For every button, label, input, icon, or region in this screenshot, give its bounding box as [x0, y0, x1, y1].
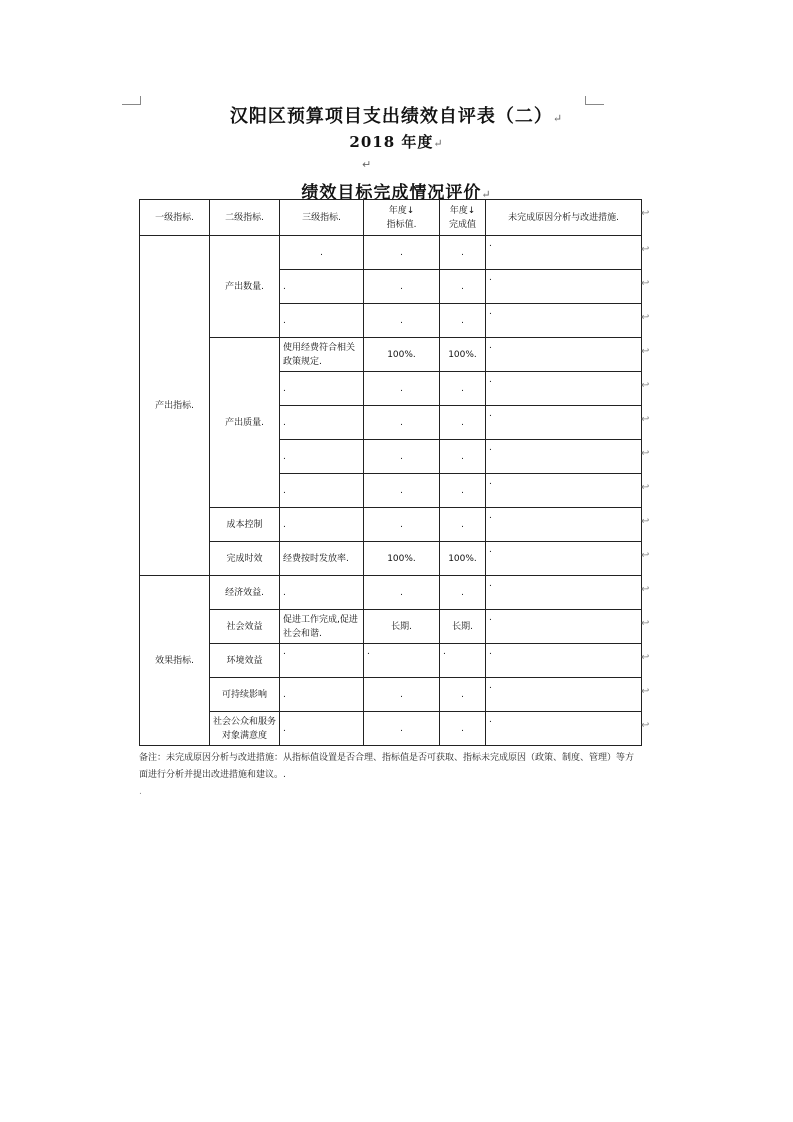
table-row	[140, 712, 642, 746]
table-row	[140, 678, 642, 712]
page-subtitle	[0, 131, 793, 152]
level3-cell: .	[280, 678, 364, 712]
level3-cell: .	[280, 270, 364, 304]
row-end-mark-icon: ↩	[641, 379, 650, 391]
level3-cell: 经费按时发放率.	[280, 542, 364, 576]
row-end-mark-icon: ↩	[641, 207, 650, 219]
end-paragraph-mark: .	[139, 787, 142, 797]
actual-cell: .	[440, 236, 486, 270]
sub-timeliness: 完成时效	[210, 542, 280, 576]
header-actual-text	[449, 206, 476, 230]
row-end-mark-icon: ↩	[641, 617, 650, 629]
row-end-mark-icon: ↩	[641, 481, 650, 493]
table-header-row	[140, 200, 642, 236]
header-actual-text-line: 完成值	[448, 219, 476, 230]
target-cell: 100%.	[364, 542, 440, 576]
actual-cell: .	[440, 576, 486, 610]
level3-cell: .	[280, 474, 364, 508]
target-cell: .	[364, 236, 440, 270]
header-target-text-line: 年度↓	[388, 205, 415, 216]
row-end-mark-icon: ↩	[641, 345, 650, 357]
row-end-mark-icon: ↩	[641, 719, 650, 731]
table-row	[140, 508, 642, 542]
level3-cell: .	[280, 406, 364, 440]
reason-cell: .	[486, 508, 642, 542]
table-row	[140, 576, 642, 610]
header-reason: 未完成原因分析与改进措施.	[486, 200, 642, 236]
reason-cell: .	[486, 610, 642, 644]
page-subtitle-text: 2018 年度	[349, 133, 434, 151]
actual-cell: 100%.	[440, 338, 486, 372]
actual-cell: .	[440, 712, 486, 746]
reason-cell: .	[486, 474, 642, 508]
actual-cell: .	[440, 304, 486, 338]
reason-cell: .	[486, 542, 642, 576]
level3-cell: 使用经费符合相关政策规定.	[280, 338, 364, 372]
sub-sustainable: 可持续影响	[210, 678, 280, 712]
header-level1: 一级指标.	[140, 200, 210, 236]
target-cell: .	[364, 372, 440, 406]
target-cell: .	[364, 304, 440, 338]
reason-cell: .	[486, 304, 642, 338]
sub-economic: 经济效益.	[210, 576, 280, 610]
table-row	[140, 338, 642, 372]
target-cell: .	[364, 576, 440, 610]
reason-cell: .	[486, 270, 642, 304]
level3-cell: .	[280, 372, 364, 406]
header-target	[364, 200, 440, 236]
sub-cost: 成本控制	[210, 508, 280, 542]
reason-cell: .	[486, 712, 642, 746]
sub-environment: 环境效益	[210, 644, 280, 678]
table-row	[140, 644, 642, 678]
target-cell: 100%.	[364, 338, 440, 372]
row-end-mark-icon: ↩	[641, 311, 650, 323]
row-end-mark-icon: ↩	[641, 243, 650, 255]
sub-satisfaction: 社会公众和服务对象满意度	[210, 712, 280, 746]
actual-cell: .	[440, 508, 486, 542]
actual-cell: .	[440, 678, 486, 712]
row-end-mark-icon: ↩	[641, 549, 650, 561]
row-end-mark-icon: ↩	[641, 447, 650, 459]
footnote: 备注：未完成原因分析与改进措施：从指标值设置是否合理、指标值是否可获取、指标未完成原因（政策、制度、管理）等方面进行分析并提出改进措施和建议。.	[139, 753, 635, 780]
actual-cell: 长期.	[440, 610, 486, 644]
reason-cell: .	[486, 236, 642, 270]
header-actual-text-line: 年度↓	[449, 205, 476, 216]
reason-cell: .	[486, 678, 642, 712]
paragraph-mark-icon: ↵	[481, 188, 492, 201]
actual-cell: .	[440, 474, 486, 508]
level3-cell: .	[280, 440, 364, 474]
row-end-mark-icon: ↩	[641, 277, 650, 289]
target-cell: .	[364, 712, 440, 746]
reason-cell: .	[486, 372, 642, 406]
paragraph-mark-icon: ↵	[362, 158, 372, 171]
target-cell: .	[364, 508, 440, 542]
reason-cell: .	[486, 644, 642, 678]
target-cell: .	[364, 644, 440, 678]
group-effect: 效果指标.	[140, 576, 210, 746]
actual-cell: 100%.	[440, 542, 486, 576]
header-level3: 三级指标.	[280, 200, 364, 236]
row-end-mark-icon: ↩	[641, 583, 650, 595]
header-target-text-line: 指标值.	[386, 219, 417, 230]
page-title-text: 汉阳区预算项目支出绩效自评表（二）	[229, 106, 553, 127]
level3-cell: .	[280, 304, 364, 338]
row-end-mark-icon: ↩	[641, 515, 650, 527]
level3-cell: .	[280, 644, 364, 678]
sub-social: 社会效益	[210, 610, 280, 644]
actual-cell: .	[440, 406, 486, 440]
sub-quantity: 产出数量.	[210, 236, 280, 338]
row-end-mark-icon: ↩	[641, 651, 650, 663]
level3-cell: 促进工作完成,促进社会和谐.	[280, 610, 364, 644]
table-row	[140, 610, 642, 644]
level3-cell: .	[280, 576, 364, 610]
target-cell: .	[364, 678, 440, 712]
paragraph-mark-icon: ↵	[552, 112, 564, 125]
row-end-mark-icon: ↩	[641, 685, 650, 697]
level3-cell: .	[280, 712, 364, 746]
reason-cell: .	[486, 338, 642, 372]
header-level2: 二级指标.	[210, 200, 280, 236]
table-row	[140, 236, 642, 270]
level3-cell: .	[280, 236, 364, 270]
table-row	[140, 542, 642, 576]
reason-cell: .	[486, 440, 642, 474]
target-cell: .	[364, 270, 440, 304]
reason-cell: .	[486, 406, 642, 440]
section-title-text: 绩效目标完成情况评价	[301, 183, 482, 203]
target-cell: .	[364, 474, 440, 508]
target-cell: .	[364, 406, 440, 440]
actual-cell: .	[440, 440, 486, 474]
page-title	[0, 102, 793, 128]
paragraph-mark-icon: ↵	[433, 137, 444, 150]
sub-quality: 产出质量.	[210, 338, 280, 508]
level3-cell: .	[280, 508, 364, 542]
target-cell: .	[364, 440, 440, 474]
header-actual	[440, 200, 486, 236]
group-output: 产出指标.	[140, 236, 210, 576]
actual-cell: .	[440, 644, 486, 678]
performance-table	[139, 199, 642, 746]
header-target-text	[387, 206, 417, 230]
actual-cell: .	[440, 270, 486, 304]
reason-cell: .	[486, 576, 642, 610]
target-cell: 长期.	[364, 610, 440, 644]
actual-cell: .	[440, 372, 486, 406]
row-end-mark-icon: ↩	[641, 413, 650, 425]
